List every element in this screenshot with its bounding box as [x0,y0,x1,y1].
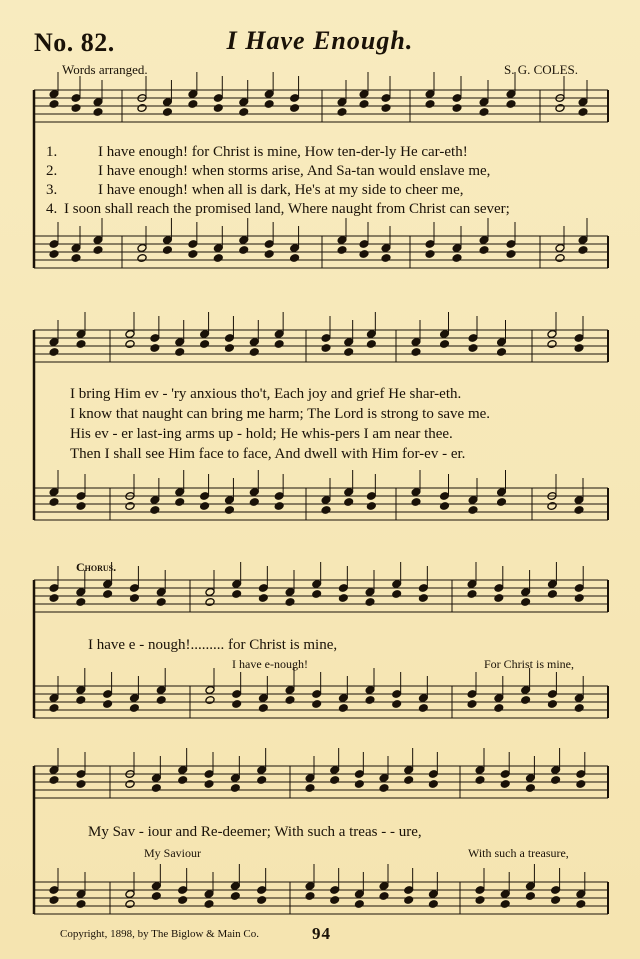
note-head [156,598,166,607]
note-head [337,246,347,255]
note-head [232,700,242,709]
note-head [200,340,210,349]
note-head [452,104,462,113]
note-head [338,594,348,603]
note-head [125,780,135,789]
note-head [125,340,135,349]
note-head [274,502,284,511]
note-head [574,594,584,603]
note-head [249,498,259,507]
note-head [156,696,166,705]
note-head [494,594,504,603]
note-head [494,704,504,713]
chorus-line-1: I have e - nough!......... for Christ is mine, [88,637,338,653]
note-head [175,498,185,507]
note-head [230,784,240,793]
verse-4-line: I soon shall reach the promised land, Where naught from Christ can sever; [64,201,510,217]
note-head [330,776,340,785]
note-head [257,776,267,785]
note-head [151,784,161,793]
page-number: 94 [312,924,331,943]
note-head [425,250,435,259]
note-head [103,700,113,709]
note-head [555,104,565,113]
note-head [496,348,506,357]
note-head [547,590,557,599]
note-head [551,776,561,785]
note-head [76,780,86,789]
note-head [468,344,478,353]
note-head [576,900,586,909]
note-head [258,704,268,713]
note-head [578,246,588,255]
note-head [305,892,315,901]
note-head [392,590,402,599]
verse-3-line-2: His ev - er last-ing arms up - hold; He whis-pers I am near thee. [70,426,453,442]
note-head [500,900,510,909]
note-head [150,344,160,353]
note-head [258,594,268,603]
note-head [188,250,198,259]
note-head [467,590,477,599]
note-head [337,108,347,117]
note-head [76,696,86,705]
note-head [230,892,240,901]
note-head [49,100,59,109]
note-head [354,780,364,789]
hymn-number: No. 82. [34,28,115,57]
note-head [354,900,364,909]
note-head [525,892,535,901]
hymn-title: I Have Enough. [226,26,414,55]
note-head [521,696,531,705]
note-head [381,254,391,263]
note-head [574,506,584,515]
chorus-label: Chorus. [76,560,117,574]
note-head [178,776,188,785]
note-head [162,108,172,117]
note-head [321,344,331,353]
copyright: Copyright, 1898, by The Biglow & Main Co. [60,928,260,940]
note-head [452,254,462,263]
verse-4-number: 4. [46,201,58,217]
note-head [411,498,421,507]
note-head [205,696,215,705]
note-head [150,506,160,515]
note-head [204,900,214,909]
note-head [467,700,477,709]
chorus-bass-hint-1a: I have e-nough! [232,657,308,671]
note-head [428,780,438,789]
note-head [257,896,267,905]
note-head [205,598,215,607]
note-head [204,780,214,789]
note-head [49,776,59,785]
note-head [93,246,103,255]
note-head [547,502,557,511]
note-head [137,104,147,113]
note-head [285,696,295,705]
note-head [49,348,59,357]
note-head [500,780,510,789]
note-head [264,250,274,259]
note-head [418,594,428,603]
note-head [290,254,300,263]
note-head [49,250,59,259]
note-head [547,700,557,709]
note-head [264,100,274,109]
note-head [125,502,135,511]
verse-4-line-2: Then I shall see Him face to face, And dwell with Him for-ev - er. [70,446,466,462]
composer-credit: S. G. COLES. [504,62,579,77]
note-head [366,502,376,511]
note-head [359,250,369,259]
note-head [49,704,59,713]
note-head [547,340,557,349]
note-head [285,598,295,607]
chorus-bass-hint-1b: For Christ is mine, [484,657,575,671]
words-credit: Words arranged. [62,62,148,77]
verse-1-number: 1. [46,144,58,160]
note-head [576,780,586,789]
note-head [479,246,489,255]
note-head [49,594,59,603]
note-head [49,498,59,507]
note-head [344,498,354,507]
note-head [129,594,139,603]
note-head [224,506,234,515]
note-head [392,700,402,709]
note-head [468,506,478,515]
note-head [188,100,198,109]
note-head [93,108,103,117]
verse-3-line: I have enough! when all is dark, He's at my side to cheer me, [98,182,464,198]
note-head [213,104,223,113]
verse-2-number: 2. [46,163,58,179]
note-head [404,896,414,905]
note-head [274,340,284,349]
note-head [312,590,322,599]
note-head [428,900,438,909]
note-head [496,498,506,507]
note-head [365,598,375,607]
note-head [379,784,389,793]
note-head [162,246,172,255]
note-head [213,254,223,263]
note-head [321,506,331,515]
note-head [404,776,414,785]
note-head [290,104,300,113]
note-head [551,896,561,905]
note-head [76,340,86,349]
verse-2-line: I have enough! when storms arise, And Sa-tan would enslave me, [98,163,491,179]
note-head [76,598,86,607]
note-head [125,900,135,909]
note-head [578,108,588,117]
verse-3-number: 3. [46,182,58,198]
note-head [103,590,113,599]
note-head [249,348,259,357]
note-head [305,784,315,793]
note-head [151,892,161,901]
note-head [479,108,489,117]
note-head [137,254,147,263]
note-head [312,700,322,709]
note-head [239,108,249,117]
note-head [76,900,86,909]
note-head [178,896,188,905]
chorus-line-2: My Sav - iour and Re-deemer; With such a treas - - ure, [88,824,422,840]
note-head [71,254,81,263]
note-head [425,100,435,109]
note-head [574,344,584,353]
note-head [439,340,449,349]
chorus-bass-hint-2a: My Saviour [144,846,201,860]
note-head [129,704,139,713]
note-head [76,502,86,511]
note-head [475,776,485,785]
verse-2-line-2: I know that naught can bring me harm; The Lord is strong to save me. [70,406,491,422]
note-head [555,254,565,263]
note-head [418,704,428,713]
note-head [411,348,421,357]
note-head [379,892,389,901]
note-head [224,344,234,353]
note-head [71,104,81,113]
note-head [506,100,516,109]
note-head [200,502,210,511]
note-head [525,784,535,793]
note-head [439,502,449,511]
note-head [239,246,249,255]
note-head [344,348,354,357]
note-head [574,704,584,713]
note-head [338,704,348,713]
note-head [232,590,242,599]
note-head [359,100,369,109]
note-head [175,348,185,357]
note-head [475,896,485,905]
note-head [49,896,59,905]
note-head [365,696,375,705]
note-head [521,598,531,607]
note-head [330,896,340,905]
verse-1-line-2: I bring Him ev - 'ry anxious tho't, Each joy and grief He shar-eth. [70,386,462,402]
note-head [506,250,516,259]
note-head [366,340,376,349]
note-head [381,104,391,113]
chorus-bass-hint-2b: With such a treasure, [468,846,569,860]
verse-1-line: I have enough! for Christ is mine, How ten-der-ly He car-eth! [98,144,468,160]
